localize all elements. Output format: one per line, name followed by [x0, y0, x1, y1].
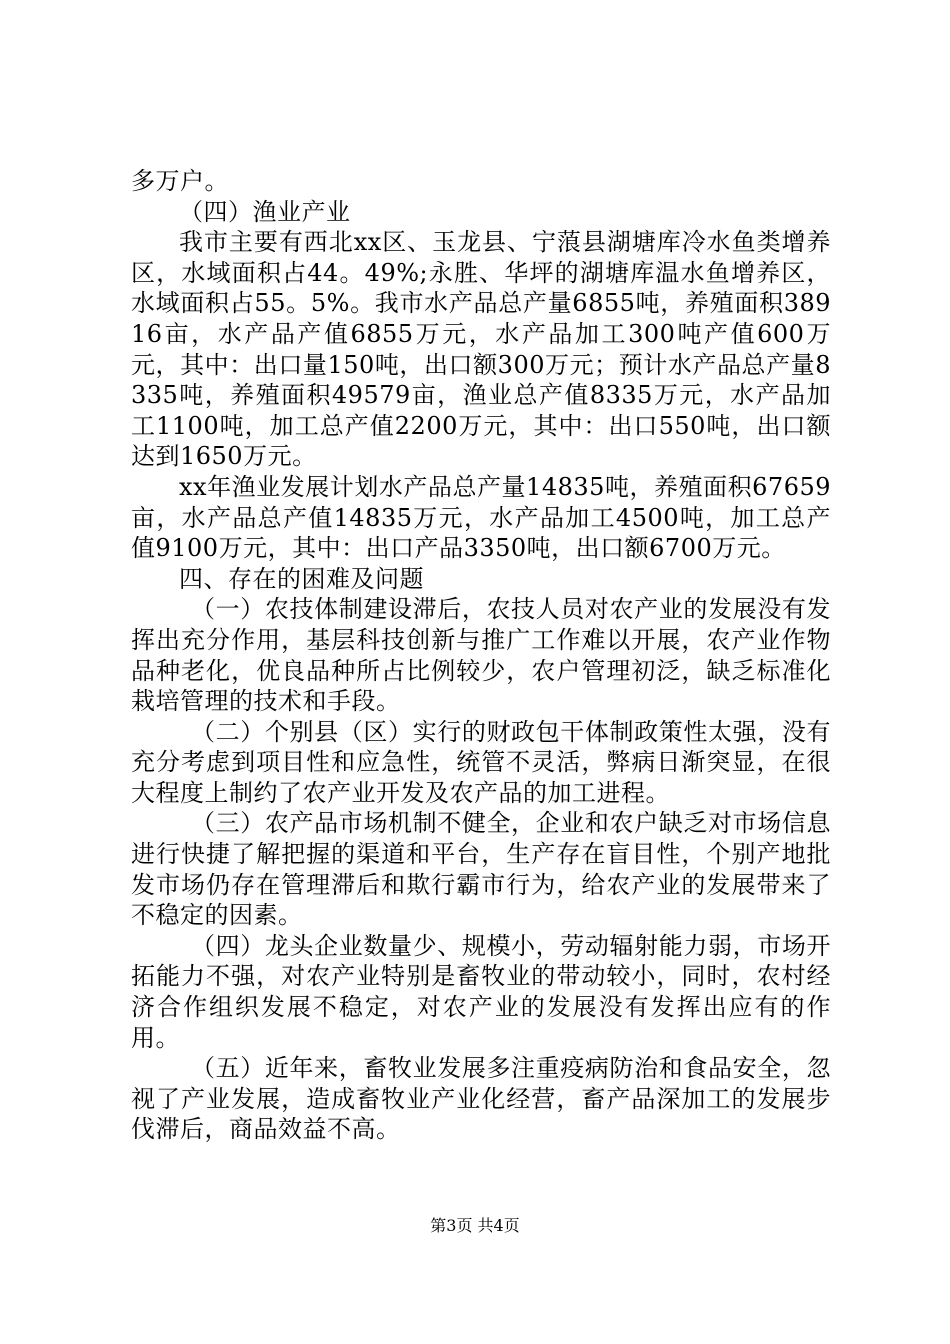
problem-item-1: （一）农技体制建设滞后，农技人员对农产业的发展没有发挥出充分作用，基层科技创新与推广工作难以开展，农产业作物品种老化，优良品种所占比例较少，农户管理初泛，缺乏标准化栽培管理的技术和手段。: [131, 595, 831, 716]
document-body: [131, 166, 831, 1145]
page-number-footer: 第3页 共4页: [430, 1216, 520, 1235]
paragraph-continuation: 多万户。: [131, 167, 229, 195]
problem-item-4: （四）龙头企业数量少、规模小，劳动辐射能力弱，市场开拓能力不强，对农产业特别是畜牧业的带动较小，同时，农村经济合作组织发展不稳定，对农产业的发展没有发挥出应有的作用。: [131, 931, 831, 1052]
problem-item-3: （三）农产品市场机制不健全，企业和农户缺乏对市场信息进行快捷了解把握的渠道和平台，生产存在盲目性，个别产地批发市场仍存在管理滞后和欺行霸市行为，给农产业的发展带来了不稳定的因素。: [131, 809, 831, 930]
section-heading-problems: 四、存在的困难及问题: [179, 564, 424, 593]
problem-item-2: （二）个别县（区）实行的财政包干体制政策性太强，没有充分考虑到项目性和应急性，统管不灵活，弊病日渐突显，在很大程度上制约了农产业开发及农产品的加工进程。: [131, 717, 831, 807]
paragraph-fishery-plan: xx年渔业发展计划水产品总产量14835吨，养殖面积67659亩，水产品总产值14835万元，水产品加工4500吨，加工总产值9100万元，其中：出口产品3350吨，出口额6700万元。: [131, 472, 831, 563]
problem-item-5: （五）近年来，畜牧业发展多注重疫病防治和食品安全，忽视了产业发展，造成畜牧业产业化经营，畜产品深加工的发展步伐滞后，商品效益不高。: [131, 1054, 831, 1144]
paragraph-fishery-status: 我市主要有西北xx区、玉龙县、宁蒗县湖塘库冷水鱼类增养区，水域面积占44。49%;永胜、华坪的湖塘库温水鱼增养区，水域面积占55。5%。我市水产品总产量6855吨，养殖面积38916亩，水产品产值6855万元，水产品加工300吨产值600万元，其中：出口量150吨，出口额300万元；预计水产品总产量8335吨，养殖面积49579亩，渔业总产值8335万元，水产品加工1100吨，加工总产值2200万元，其中：出口550吨，出口额达到1650万元。: [131, 228, 831, 471]
subsection-heading-fishery: （四）渔业产业: [179, 197, 351, 226]
